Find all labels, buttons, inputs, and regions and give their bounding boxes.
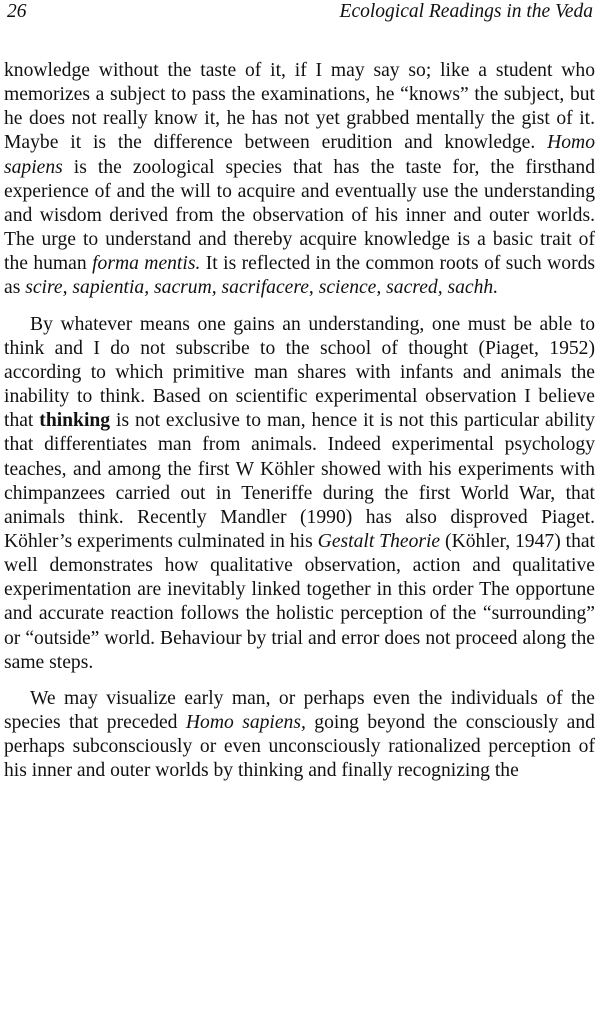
italic-term: Gestalt Theorie <box>317 530 441 552</box>
text-segment: going beyond the consciously and perhaps subconsciously or even unconsciously rationalized perception of his inner and outer worlds by thinking and finally recognizing the <box>4 712 595 782</box>
running-title: Ecological Readings in the Veda <box>339 1 593 22</box>
body-text <box>4 59 595 784</box>
text-segment: (Köhler, 1947) that well demonstrates how qualitative observation, action and qualitative experimentation are inevitably linked together in this order The opportune and accurate reaction follows the holistic perception of the “surrounding” or “outside” world. Behaviour by trial and error does not proceed along the same steps. <box>4 530 596 673</box>
text-segment: We may visualize early man, or perhaps even the individuals of the species that preceded <box>4 687 595 734</box>
paragraph-1 <box>4 59 595 301</box>
text-segment: is the zoological species that has the taste for, the firsthand experience of and the will to acquire and eventually use the understanding and wisdom derived from the observation of his inner and outer worlds. The urge to understand and thereby acquire knowledge is a basic trait of the human <box>4 156 595 275</box>
text-segment: By whatever means one gains an understanding, one must be able to think and I do not subscribe to the school of thought (Piaget, 1952) according to which primitive man shares with infants and animals the inability to think. Based on scientific experimental observation I believe that <box>4 313 595 432</box>
italic-term: Homo sapiens, <box>185 712 306 734</box>
text-segment: knowledge without the taste of it, if I may say so; like a student who memorizes a subject to pass the examinations, he “knows” the subject, but he does not really know it, he has not yet grabbed mentally the gist of it. Maybe it is the difference between erudition and knowledge. <box>4 60 595 154</box>
page-header <box>4 0 595 30</box>
italic-term: Homo sapiens <box>4 132 595 178</box>
bold-term: thinking <box>39 410 111 432</box>
paragraph-2 <box>4 313 595 675</box>
page-number: 26 <box>7 1 27 22</box>
italic-term: scire, sapientia, sacrum, sacrifacere, science, sacred, sachh. <box>25 277 499 299</box>
italic-term: forma mentis. <box>92 253 201 275</box>
paragraph-3 <box>4 687 595 784</box>
text-segment: is not exclusive to man, hence it is not this particular ability that differentiates man from animals. Indeed experimental psychology teaches, and among the first W Köhler showed with his experiments with chimpanzees carried out in Teneriffe during the first World War, that animals think. Recently Mandler (1990) has also disproved Piaget. Köhler’s experiments culminated in his <box>4 410 596 552</box>
text-segment: It is reflected in the common roots of such words as <box>4 253 596 299</box>
